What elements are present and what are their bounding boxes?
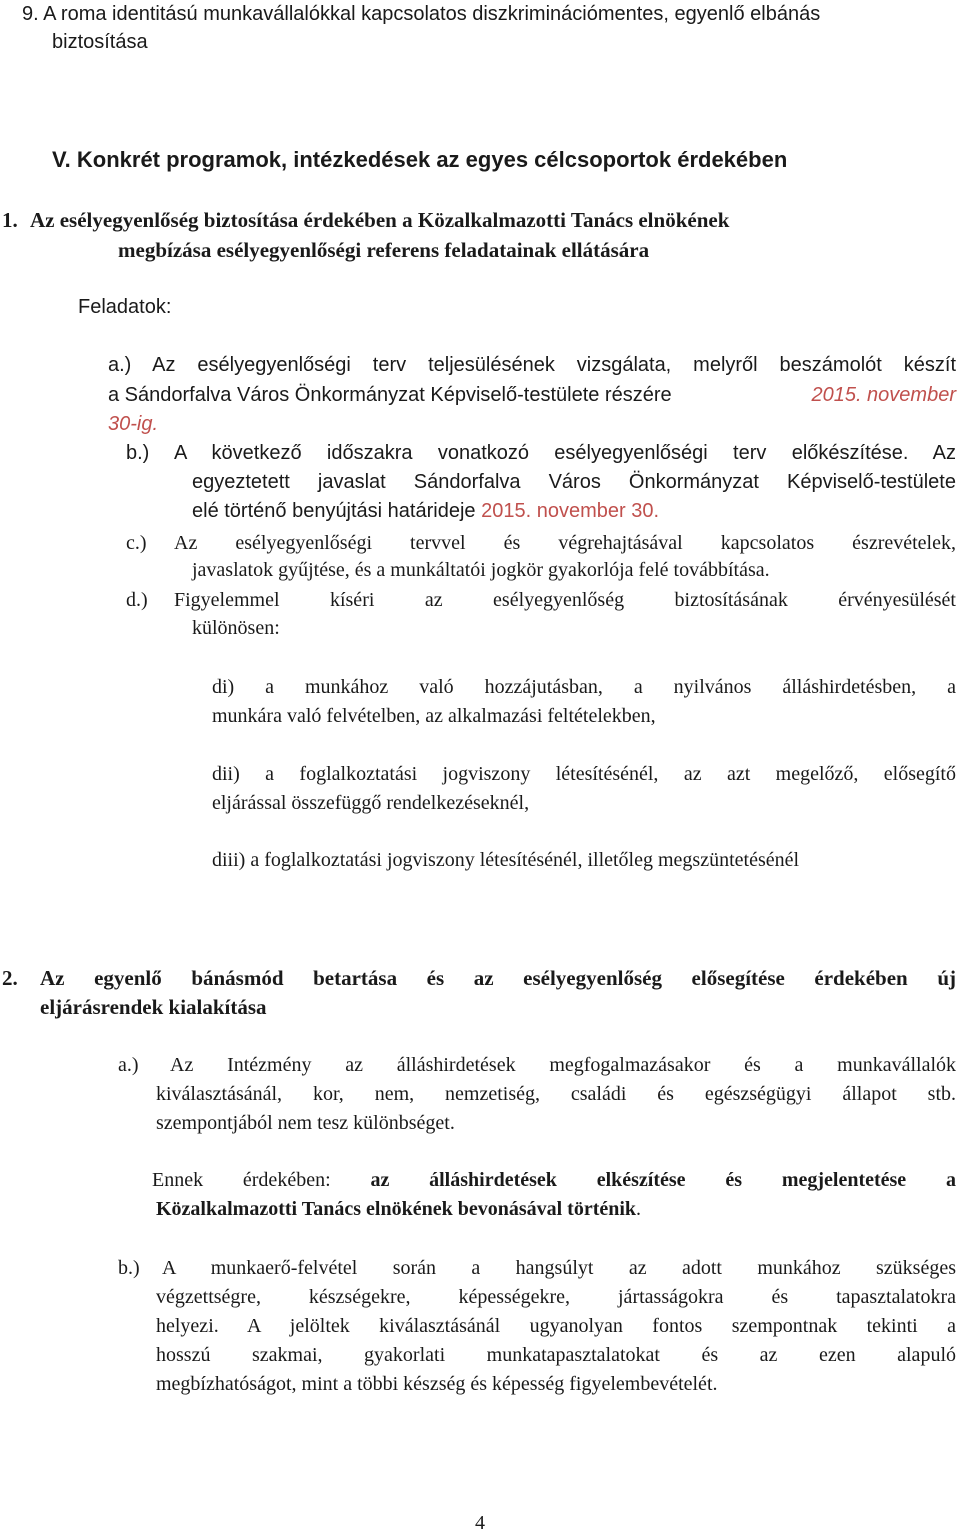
item-b-line-2: egyeztetett javaslat Sándorfalva Város Önkormányzat Képviselő-testülete	[192, 471, 956, 493]
item-a-line-2	[108, 381, 956, 409]
ennek-period: .	[636, 1198, 642, 1220]
item-b-line-1: A következő időszakra vonatkozó esélyegyenlőségi terv előkészítése. Az	[174, 442, 956, 464]
ennek-prefix: Ennek érdekében:	[152, 1169, 331, 1191]
sec2-item-b-line-3: helyezi. A jelöltek kiválasztásánál ugyanolyan fontos szempontnak tekinti a	[156, 1315, 956, 1337]
subitem-di-line-2: munkára való felvételben, az alkalmazási feltételekben,	[212, 705, 656, 727]
section-1-title-line-2: megbízása esélyegyenlőségi referens feladatainak ellátására	[118, 238, 650, 262]
item-d-line-2: különösen:	[192, 617, 280, 639]
ennek-line-2	[156, 1195, 641, 1223]
sec2-item-b-line-4: hosszú szakmai, gyakorlati munkatapasztalatokat és az ezen alapuló	[156, 1344, 956, 1366]
section-1-number: 1.	[2, 208, 18, 232]
chapter-title: V. Konkrét programok, intézkedések az egyes célcsoportok érdekében	[52, 147, 788, 172]
sec2-item-a-label: a.)	[118, 1054, 139, 1076]
item-b-label: b.)	[126, 442, 150, 464]
subitem-diii-line-1: diii) a foglalkoztatási jogviszony létesítésénél, illetőleg megszüntetésénél	[212, 849, 800, 871]
item-b-deadline: 2015. november 30.	[481, 500, 659, 522]
section-2-number: 2.	[2, 966, 18, 990]
item-d-line-1: Figyelemmel kíséri az esélyegyenlőség biztosításának érvényesülését	[174, 589, 956, 611]
sec2-item-b-line-2: végzettségre, készségekre, képességekre, jártasságokra és tapasztalatokra	[156, 1286, 956, 1308]
item-a-line-2-text: a Sándorfalva Város Önkormányzat Képviselő-testülete részére	[108, 384, 672, 406]
section-1-title-line-1: Az esélyegyenlőség biztosítása érdekében a Közalkalmazotti Tanács elnökének	[30, 208, 730, 232]
subitem-dii-line-1: dii) a foglalkoztatási jogviszony létesítésénél, az azt megelőző, elősegítő	[212, 763, 956, 785]
subitem-di-line-1: di) a munkához való hozzájutásban, a nyilvános álláshirdetésben, a	[212, 676, 956, 698]
page-number: 4	[475, 1512, 485, 1534]
item-b-line-3-text: elé történő benyújtási határideje	[192, 500, 476, 522]
intro-line-1: 9. A roma identitású munkavállalókkal kapcsolatos diszkriminációmentes, egyenlő elbánás	[22, 3, 821, 25]
item-b-line-3	[192, 497, 659, 525]
ennek-line-1	[152, 1166, 956, 1194]
item-a-line-1: a.) Az esélyegyenlőségi terv teljesülésének vizsgálata, melyről beszámolót készít	[108, 354, 956, 376]
intro-line-2: biztosítása	[52, 31, 148, 53]
sec2-item-a-line-2: kiválasztásánál, kor, nem, nemzetiség, családi és egészségügyi állapot stb.	[156, 1083, 956, 1105]
item-c-label: c.)	[126, 532, 147, 554]
item-a-line-3: 30-ig.	[108, 413, 159, 435]
feladatok-label: Feladatok:	[78, 296, 172, 318]
section-2-title-line-1: Az egyenlő bánásmód betartása és az esélyegyenlőség elősegítése érdekében új	[40, 966, 956, 990]
sec2-item-b-line-1: A munkaerő-felvétel során a hangsúlyt az adott munkához szükséges	[162, 1257, 956, 1279]
ennek-bold-2: Közalkalmazotti Tanács elnökének bevonásával történik	[156, 1198, 637, 1220]
ennek-bold-1: az álláshirdetések elkészítése és megjelentetése a	[370, 1169, 956, 1191]
item-c-line-1: Az esélyegyenlőségi tervvel és végrehajtásával kapcsolatos észrevételek,	[174, 532, 956, 554]
sec2-item-b-label: b.)	[118, 1257, 140, 1279]
sec2-item-b-line-5: megbízhatóságot, mint a többi készség és képesség figyelembevételét.	[156, 1373, 718, 1395]
item-a-deadline: 2015. november	[811, 384, 956, 406]
section-2-title-line-2: eljárásrendek kialakítása	[40, 995, 267, 1019]
item-c-line-2: javaslatok gyűjtése, és a munkáltatói jogkör gyakorlója felé továbbítása.	[192, 559, 770, 581]
sec2-item-a-line-3: szempontjából nem tesz különbséget.	[156, 1112, 455, 1134]
sec2-item-a-line-1: Az Intézmény az álláshirdetések megfogalmazásakor és a munkavállalók	[170, 1054, 956, 1076]
item-d-label: d.)	[126, 589, 148, 611]
subitem-dii-line-2: eljárással összefüggő rendelkezéseknél,	[212, 792, 530, 814]
